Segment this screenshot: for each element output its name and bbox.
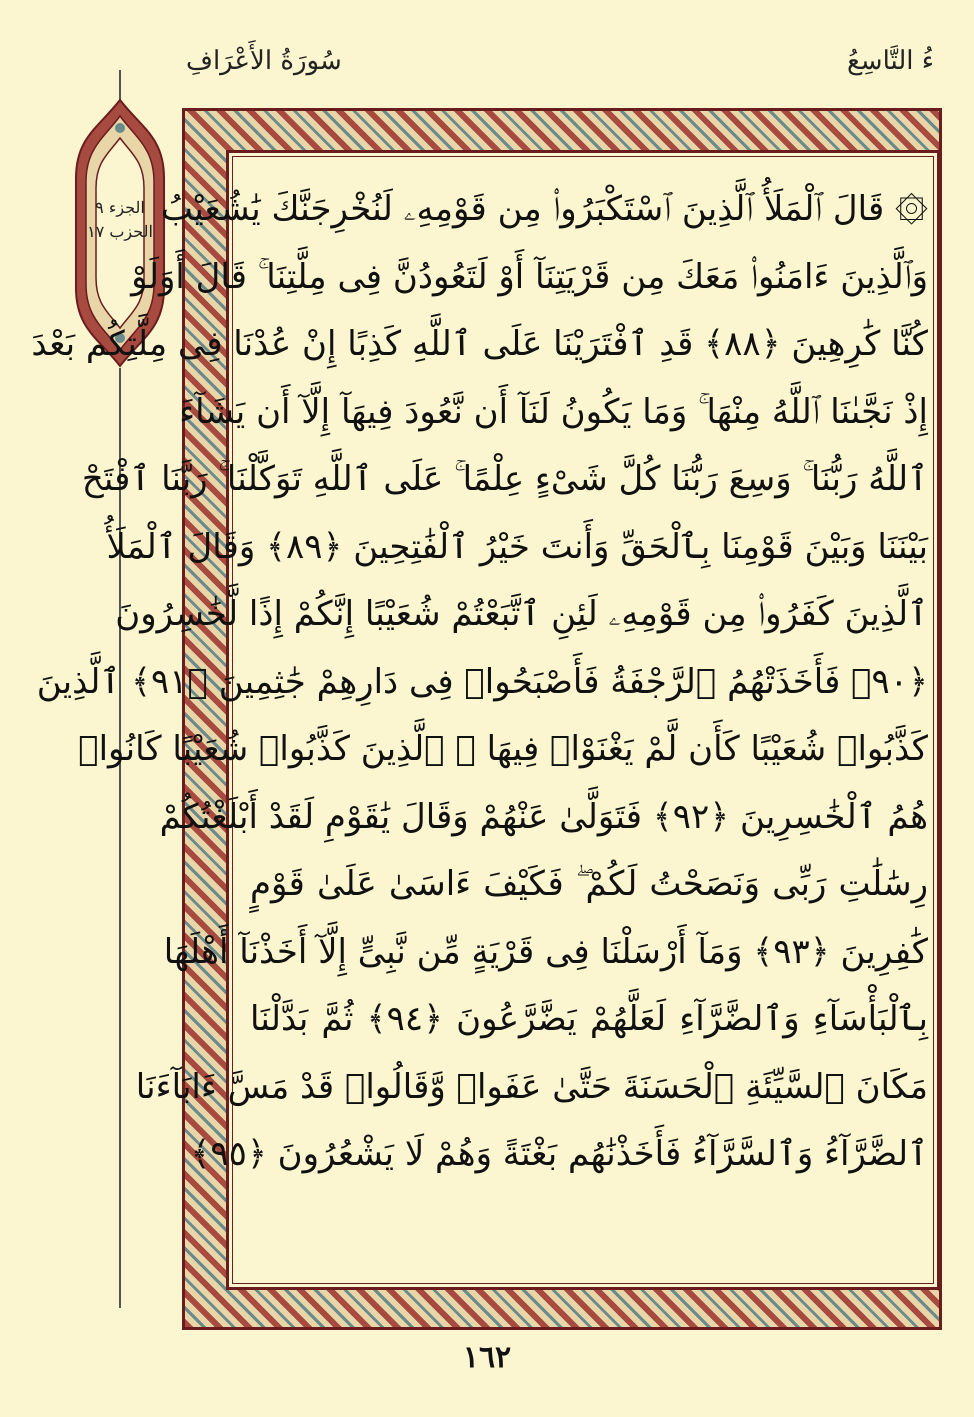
text-line: بَيْنَنَا وَبَيْنَ قَوْمِنَا بِٱلْحَقِّ وَأَنتَ خَيْرُ ٱلْفَٰتِحِينَ ﴿٨٩﴾ وَقَالَ ٱلْمَلَأُ xyxy=(106,526,928,567)
medallion-text xyxy=(72,196,168,244)
juz-label: الجزء ٩ xyxy=(95,198,145,217)
text-line: ٱللَّهُ رَبُّنَا ۚ وَسِعَ رَبُّنَا كُلَّ شَىْءٍ عِلْمًا ۚ عَلَى ٱللَّهِ تَوَكَّلْنَا ۚ رَبَّنَا ٱفْتَحْ xyxy=(81,459,928,499)
page-number: ١٦٢ xyxy=(462,1340,512,1375)
side-rule-top xyxy=(119,70,121,100)
text-line: وَٱلَّذِينَ ءَامَنُوا۟ مَعَكَ مِن قَرْيَتِنَآ أَوْ لَتَعُودُنَّ فِى مِلَّتِنَا ۚ قَالَ أَوَلَوْ xyxy=(131,256,928,297)
text-line: كَذَّبُوا۟ شُعَيْبًا كَأَن لَّمْ يَغْنَوْا۟ فِيهَا ۚ ٱلَّذِينَ كَذَّبُوا۟ شُعَيْبًا كَانُوا۟ xyxy=(78,729,928,769)
surah-header: سُورَةُ الأَعْرَافِ xyxy=(186,46,342,76)
text-line: كَٰفِرِينَ ﴿٩٣﴾ وَمَآ أَرْسَلْنَا فِى قَرْيَةٍ مِّن نَّبِىٍّ إِلَّآ أَخَذْنَآ أَهْلَهَا xyxy=(163,931,928,972)
text-line: مَكَانَ ٱلسَّيِّئَةِ ٱلْحَسَنَةَ حَتَّىٰ عَفَوا۟ وَّقَالُوا۟ قَدْ مَسَّ ءَابَآءَنَا xyxy=(135,1066,928,1107)
text-line: ۞ قَالَ ٱلْمَلَأُ ٱلَّذِينَ ٱسْتَكْبَرُوا۟ مِن قَوْمِهِۦ لَنُخْرِجَنَّكَ يَٰشُعَيْبُ xyxy=(160,189,928,229)
juz-header: ءُ التَّاسِعُ xyxy=(846,46,934,76)
text-line: رِسَٰلَٰتِ رَبِّى وَنَصَحْتُ لَكُمْ ۖ فَكَيْفَ ءَاسَىٰ عَلَىٰ قَوْمٍ xyxy=(250,864,928,904)
hizb-label: الحزب ١٧ xyxy=(87,222,153,241)
text-line: هُمُ ٱلْخَٰسِرِينَ ﴿٩٢﴾ فَتَوَلَّىٰ عَنْهُمْ وَقَالَ يَٰقَوْمِ لَقَدْ أَبْلَغْتُكُمْ xyxy=(159,796,928,837)
text-line: كُنَّا كَٰرِهِينَ ﴿٨٨﴾ قَدِ ٱفْتَرَيْنَا عَلَى ٱللَّهِ كَذِبًا إِنْ عُدْنَا فِى مِلَّتِكُم بَعْدَ xyxy=(31,324,928,364)
text-line: ﴿٩٠﴾ فَأَخَذَتْهُمُ ٱلرَّجْفَةُ فَأَصْبَحُوا۟ فِى دَارِهِمْ جَٰثِمِينَ ﴿٩١﴾ ٱلَّذِينَ xyxy=(36,661,928,702)
text-line: بِٱلْبَأْسَآءِ وَٱلضَّرَّآءِ لَعَلَّهُمْ يَضَّرَّعُونَ ﴿٩٤﴾ ثُمَّ بَدَّلْنَا xyxy=(250,999,928,1039)
text-line: إِذْ نَجَّىٰنَا ٱللَّهُ مِنْهَا ۚ وَمَا يَكُونُ لَنَآ أَن نَّعُودَ فِيهَآ إِلَّآ أَن يَشَآءَ xyxy=(179,391,928,432)
text-line: ٱلضَّرَّآءُ وَٱلسَّرَّآءُ فَأَخَذْنَٰهُم بَغْتَةً وَهُمْ لَا يَشْعُرُونَ ﴿٩٥﴾ xyxy=(190,1134,928,1174)
text-line: ٱلَّذِينَ كَفَرُوا۟ مِن قَوْمِهِۦ لَئِنِ ٱتَّبَعْتُمْ شُعَيْبًا إِنَّكُمْ إِذًا لَّخَٰسِرُونَ xyxy=(115,594,928,634)
